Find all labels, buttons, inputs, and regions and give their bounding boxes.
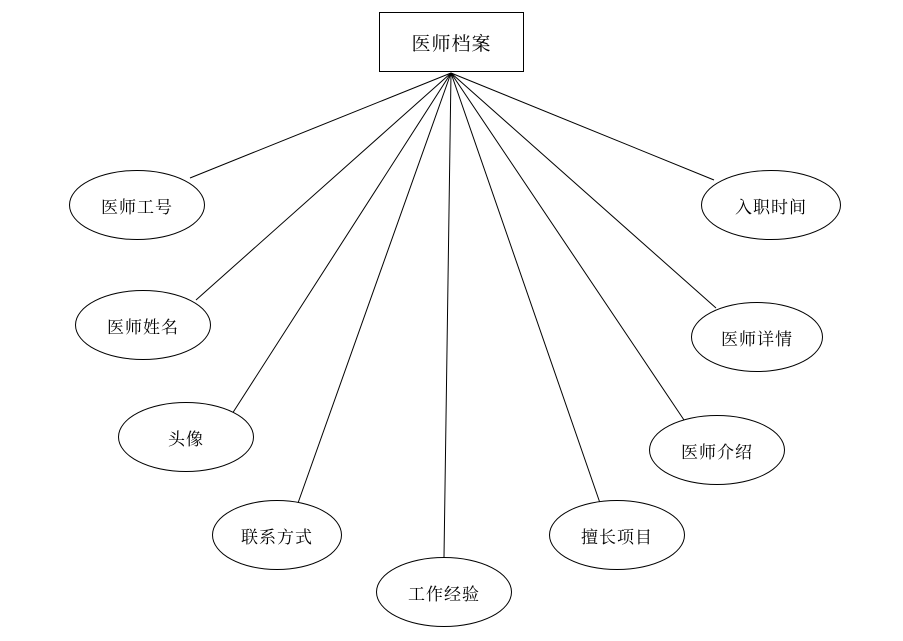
attribute-node[interactable] (69, 170, 205, 240)
attribute-label: 医师工号 (101, 197, 173, 217)
attribute-label: 医师介绍 (681, 442, 753, 462)
attribute-label: 工作经验 (408, 584, 480, 604)
edge-line (190, 73, 451, 178)
entity-label: 医师档案 (411, 33, 492, 55)
edge-line (451, 73, 600, 503)
attribute-label: 医师姓名 (107, 317, 179, 337)
edge-line (232, 73, 451, 414)
attribute-label: 头像 (168, 429, 204, 449)
attribute-label: 擅长项目 (581, 527, 653, 547)
attribute-label: 医师详情 (721, 329, 793, 349)
attribute-node[interactable] (75, 290, 211, 360)
attribute-node[interactable] (376, 557, 512, 627)
edge-line (298, 73, 451, 503)
attribute-node[interactable] (212, 500, 342, 570)
attribute-label: 联系方式 (241, 527, 313, 547)
attribute-node[interactable] (118, 402, 254, 472)
edge-line (451, 73, 684, 420)
attribute-node[interactable] (691, 302, 823, 372)
attribute-node[interactable] (701, 170, 841, 240)
attribute-node[interactable] (549, 500, 685, 570)
attribute-node[interactable] (649, 415, 785, 485)
edge-line (196, 73, 451, 300)
attribute-label: 入职时间 (735, 197, 807, 217)
edge-line (451, 73, 714, 180)
edge-line (444, 73, 451, 557)
entity-node-medical-staff-file[interactable] (379, 12, 524, 72)
edge-line (451, 73, 716, 308)
